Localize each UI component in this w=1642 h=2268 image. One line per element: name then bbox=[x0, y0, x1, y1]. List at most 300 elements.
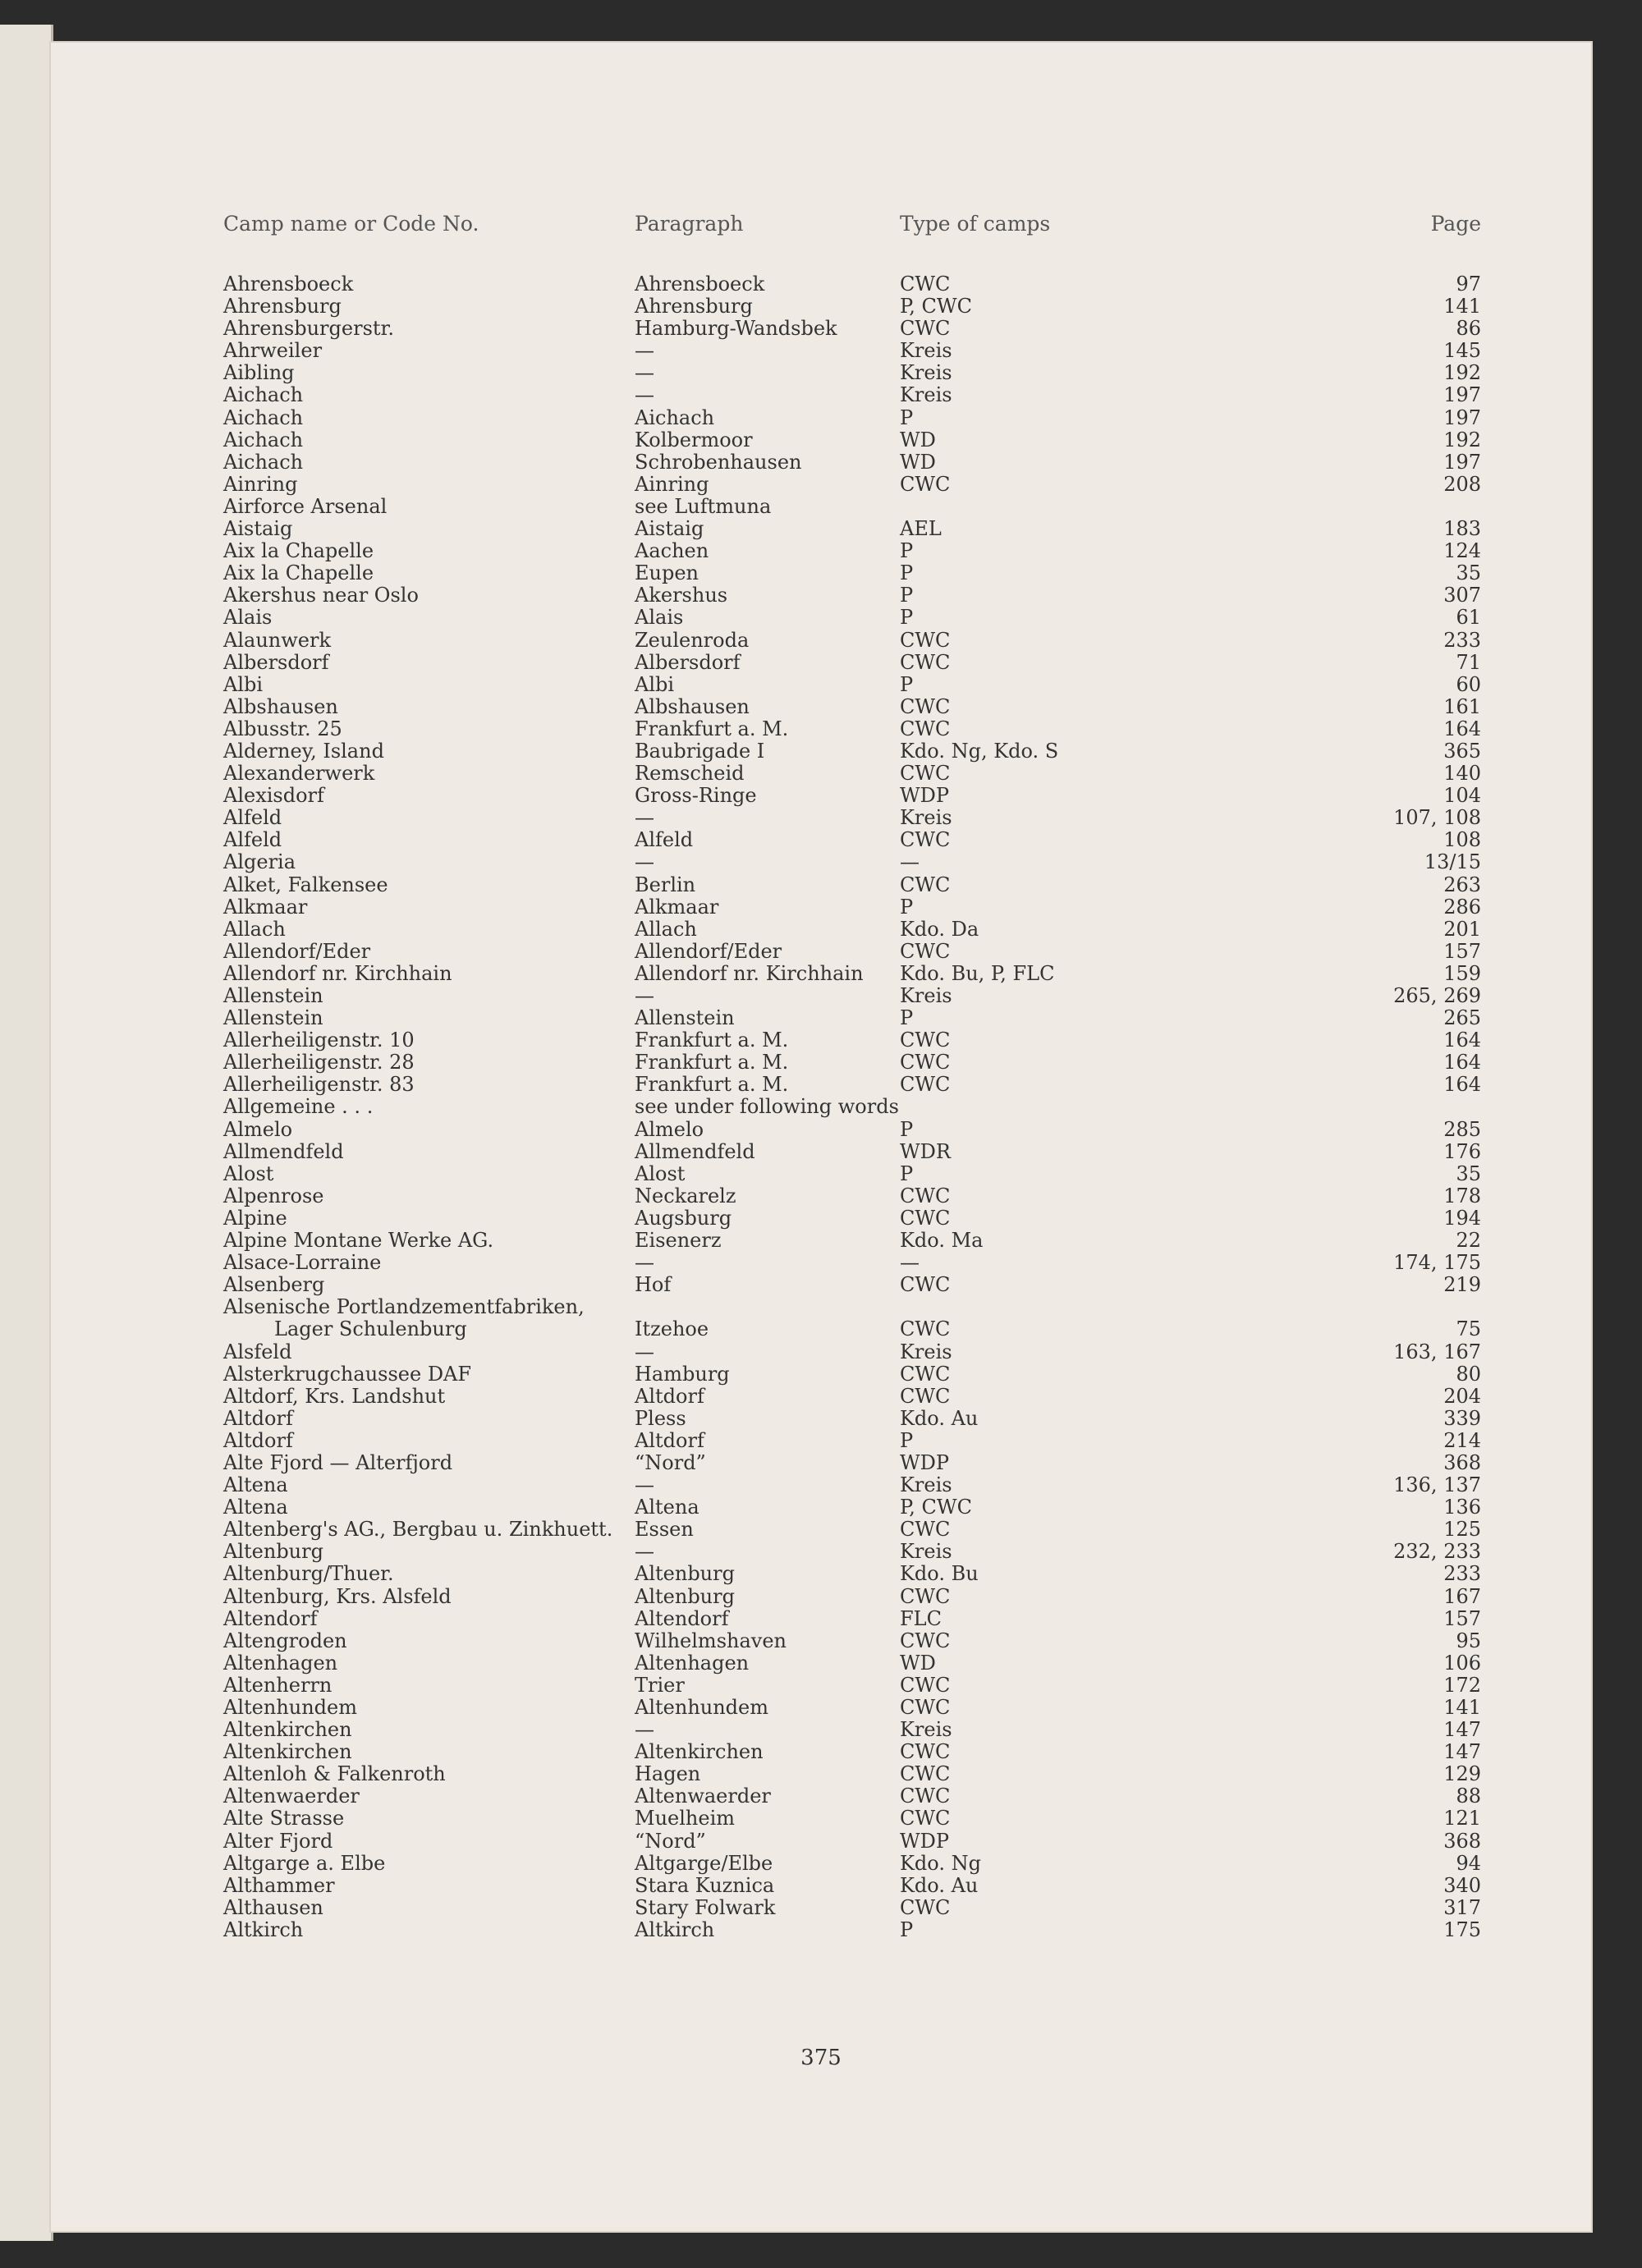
camp-name-cell: Altenhagen bbox=[223, 1651, 338, 1675]
page-number: 375 bbox=[800, 2046, 842, 2070]
camp-name-cell: Allerheiligenstr. 28 bbox=[223, 1051, 415, 1074]
paragraph-cell: Allendorf nr. Kirchhain bbox=[635, 961, 864, 985]
page-cell: 141 bbox=[1443, 295, 1481, 318]
paragraph-cell: Essen bbox=[635, 1518, 694, 1542]
page-cell: 208 bbox=[1443, 472, 1481, 496]
paragraph-cell: Kolbermoor bbox=[635, 428, 753, 451]
table-row bbox=[49, 1519, 1593, 1541]
type-cell: — bbox=[900, 850, 920, 874]
type-cell: CWC bbox=[900, 1029, 951, 1052]
paragraph-cell: Pless bbox=[635, 1406, 686, 1430]
table-row bbox=[49, 318, 1593, 340]
page-cell: 86 bbox=[1456, 317, 1481, 341]
paragraph-cell: Altenwaerder bbox=[635, 1785, 771, 1808]
type-cell: CWC bbox=[900, 1051, 951, 1074]
camp-name-cell: Alket, Falkensee bbox=[223, 873, 388, 896]
page-cell: 22 bbox=[1456, 1229, 1481, 1253]
page-cell: 35 bbox=[1456, 561, 1481, 585]
camp-name-cell: Allenstein bbox=[223, 984, 323, 1007]
table-row bbox=[49, 1830, 1593, 1853]
table-row bbox=[49, 407, 1593, 429]
page-cell: 219 bbox=[1443, 1273, 1481, 1297]
table-row bbox=[49, 1007, 1593, 1029]
type-cell: WDP bbox=[900, 1450, 950, 1474]
type-cell: CWC bbox=[900, 1629, 951, 1652]
page-cell: 121 bbox=[1443, 1807, 1481, 1830]
paragraph-cell: Altdorf bbox=[635, 1384, 704, 1408]
page-cell: 339 bbox=[1443, 1406, 1481, 1430]
type-cell: Kdo. Ma bbox=[900, 1229, 984, 1253]
table-row bbox=[49, 1496, 1593, 1519]
paragraph-cell: Eisenerz bbox=[635, 1229, 722, 1253]
camp-name-cell: Altdorf bbox=[223, 1406, 293, 1430]
table-row bbox=[49, 1785, 1593, 1808]
type-cell: CWC bbox=[900, 273, 951, 296]
camp-name-cell: Ahrweiler bbox=[223, 339, 323, 363]
paragraph-cell: — bbox=[635, 806, 654, 830]
camp-name-cell: Altenburg/Thuer. bbox=[223, 1562, 394, 1586]
table-row bbox=[49, 1141, 1593, 1163]
type-cell: CWC bbox=[900, 1895, 951, 1919]
paragraph-cell: Hagen bbox=[635, 1762, 701, 1786]
paragraph-cell: — bbox=[635, 984, 654, 1007]
header-paragraph: Paragraph bbox=[635, 212, 744, 236]
camp-name-cell: Aichach bbox=[223, 450, 304, 474]
type-cell: CWC bbox=[900, 317, 951, 341]
type-cell: CWC bbox=[900, 873, 951, 896]
type-cell: CWC bbox=[900, 1317, 951, 1341]
camp-name-cell: Altdorf bbox=[223, 1428, 293, 1452]
type-cell: Kreis bbox=[900, 1473, 952, 1497]
camp-name-cell: Altenburg bbox=[223, 1540, 323, 1564]
type-cell: CWC bbox=[900, 1362, 951, 1386]
table-row bbox=[49, 1652, 1593, 1675]
camp-name-cell: Alpenrose bbox=[223, 1184, 324, 1207]
paragraph-cell: — bbox=[635, 361, 654, 385]
camp-name-cell: Altenwaerder bbox=[223, 1785, 360, 1808]
table-row bbox=[49, 630, 1593, 652]
page-cell: 95 bbox=[1456, 1629, 1481, 1652]
paragraph-cell: Altenhundem bbox=[635, 1696, 769, 1719]
paragraph-cell: Almelo bbox=[635, 1117, 704, 1141]
page-cell: 232, 233 bbox=[1393, 1540, 1481, 1564]
table-row bbox=[49, 1719, 1593, 1741]
table-row bbox=[49, 362, 1593, 384]
paragraph-cell: — bbox=[635, 1251, 654, 1275]
page-cell: 167 bbox=[1443, 1584, 1481, 1608]
camp-name-cell: Alsace-Lorraine bbox=[223, 1251, 382, 1275]
table-row bbox=[49, 340, 1593, 362]
type-cell: CWC bbox=[900, 828, 951, 852]
table-row bbox=[49, 1452, 1593, 1474]
table-row bbox=[49, 1029, 1593, 1052]
paragraph-cell: Baubrigade I bbox=[635, 739, 765, 763]
page-cell: 172 bbox=[1443, 1673, 1481, 1697]
table-row bbox=[49, 1318, 1593, 1340]
paragraph-cell: Albshausen bbox=[635, 694, 750, 718]
camp-name-cell: Altenhundem bbox=[223, 1696, 358, 1719]
table-row bbox=[49, 1296, 1593, 1318]
table-row bbox=[49, 674, 1593, 696]
paragraph-cell: — bbox=[635, 383, 654, 407]
camp-name-cell: Allendorf/Eder bbox=[223, 939, 371, 963]
paragraph-cell: Altgarge/Elbe bbox=[635, 1851, 773, 1875]
camp-name-cell: Aix la Chapelle bbox=[223, 539, 374, 563]
page-cell: 286 bbox=[1443, 895, 1481, 919]
paragraph-cell: Altenhagen bbox=[635, 1651, 750, 1675]
paragraph-cell: Alfeld bbox=[635, 828, 694, 852]
type-cell: Kdo. Ng bbox=[900, 1851, 981, 1875]
page-cell: 163, 167 bbox=[1393, 1340, 1481, 1363]
table-row bbox=[49, 1675, 1593, 1697]
paragraph-cell: Aachen bbox=[635, 539, 709, 563]
table-row bbox=[49, 1096, 1593, 1118]
table-row bbox=[49, 1630, 1593, 1652]
table-row bbox=[49, 1763, 1593, 1785]
header-camp-name: Camp name or Code No. bbox=[223, 212, 479, 236]
page-cell: 176 bbox=[1443, 1139, 1481, 1163]
type-cell: WDR bbox=[900, 1139, 951, 1163]
page-cell: 233 bbox=[1443, 1562, 1481, 1586]
table-row bbox=[49, 1808, 1593, 1830]
facing-page-edge bbox=[0, 25, 53, 2241]
type-cell: CWC bbox=[900, 1740, 951, 1764]
paragraph-cell: Wilhelmshaven bbox=[635, 1629, 787, 1652]
page-cell: 145 bbox=[1443, 339, 1481, 363]
page-cell: 157 bbox=[1443, 1606, 1481, 1630]
table-row bbox=[49, 1608, 1593, 1630]
camp-name-cell: Algeria bbox=[223, 850, 296, 874]
camp-name-cell: Altena bbox=[223, 1473, 288, 1497]
page-cell: 192 bbox=[1443, 361, 1481, 385]
camp-name-cell: Albshausen bbox=[223, 694, 338, 718]
page-cell: 136 bbox=[1443, 1496, 1481, 1519]
type-cell: P bbox=[900, 539, 914, 563]
table-row bbox=[49, 296, 1593, 318]
type-cell: CWC bbox=[900, 1762, 951, 1786]
camp-name-cell: Albersdorf bbox=[223, 650, 329, 674]
paragraph-cell: Allmendfeld bbox=[635, 1139, 755, 1163]
page-cell: 88 bbox=[1456, 1785, 1481, 1808]
page-cell: 71 bbox=[1456, 650, 1481, 674]
camp-name-cell: Altena bbox=[223, 1496, 288, 1519]
page-cell: 340 bbox=[1443, 1873, 1481, 1897]
table-row bbox=[49, 562, 1593, 584]
camp-name-cell: Alsfeld bbox=[223, 1340, 292, 1363]
page-cell: 183 bbox=[1443, 517, 1481, 541]
camp-name-cell: Allgemeine . . . bbox=[223, 1095, 374, 1119]
type-cell: P bbox=[900, 1161, 914, 1185]
type-cell: Kdo. Da bbox=[900, 917, 979, 941]
paragraph-cell: Albi bbox=[635, 672, 675, 696]
paragraph-cell: — bbox=[635, 1718, 654, 1742]
paragraph-cell: Ahrensburg bbox=[635, 295, 753, 318]
table-row bbox=[49, 652, 1593, 674]
paragraph-cell: Allendorf/Eder bbox=[635, 939, 782, 963]
paragraph-cell: Hamburg-Wandsbek bbox=[635, 317, 837, 341]
type-cell: CWC bbox=[900, 1184, 951, 1207]
camp-name-cell: Altengroden bbox=[223, 1629, 347, 1652]
paragraph-cell: see Luftmuna bbox=[635, 494, 772, 518]
type-cell: CWC bbox=[900, 650, 951, 674]
camp-name-cell: Altenburg, Krs. Alsfeld bbox=[223, 1584, 452, 1608]
paragraph-cell: Stara Kuznica bbox=[635, 1873, 775, 1897]
table-row bbox=[49, 1741, 1593, 1763]
paragraph-cell: Altenburg bbox=[635, 1562, 735, 1586]
camp-name-cell: Akershus near Oslo bbox=[223, 584, 419, 607]
page-cell: 307 bbox=[1443, 584, 1481, 607]
table-row bbox=[49, 1119, 1593, 1141]
paragraph-cell: Muelheim bbox=[635, 1807, 736, 1830]
type-cell: CWC bbox=[900, 762, 951, 786]
table-row bbox=[49, 1207, 1593, 1230]
camp-name-cell: Althammer bbox=[223, 1873, 335, 1897]
type-cell: P bbox=[900, 895, 914, 919]
page-cell: 61 bbox=[1456, 606, 1481, 630]
page-cell: 214 bbox=[1443, 1428, 1481, 1452]
table-row bbox=[49, 1875, 1593, 1897]
paragraph-cell: Aichach bbox=[635, 405, 715, 429]
paragraph-cell: Remscheid bbox=[635, 762, 745, 786]
camp-name-cell: Albi bbox=[223, 672, 264, 696]
type-cell: P bbox=[900, 561, 914, 585]
page-cell: 157 bbox=[1443, 939, 1481, 963]
camp-name-cell: Ahrensburg bbox=[223, 295, 342, 318]
type-cell: CWC bbox=[900, 1073, 951, 1097]
type-cell: P bbox=[900, 1006, 914, 1030]
table-row bbox=[49, 1408, 1593, 1430]
page-cell: 368 bbox=[1443, 1450, 1481, 1474]
type-cell: P bbox=[900, 1428, 914, 1452]
camp-name-cell: Aichach bbox=[223, 428, 304, 451]
page-cell: 107, 108 bbox=[1393, 806, 1481, 830]
paragraph-cell: Altkirch bbox=[635, 1917, 715, 1941]
camp-name-cell: Alfeld bbox=[223, 828, 282, 852]
camp-name-cell: Allendorf nr. Kirchhain bbox=[223, 961, 452, 985]
type-cell: P bbox=[900, 1117, 914, 1141]
paragraph-cell: Trier bbox=[635, 1673, 685, 1697]
page-cell: 13/15 bbox=[1424, 850, 1481, 874]
camp-name-cell: Allach bbox=[223, 917, 286, 941]
table-row bbox=[49, 874, 1593, 896]
paragraph-cell: — bbox=[635, 850, 654, 874]
table-row bbox=[49, 963, 1593, 985]
paragraph-cell: Neckarelz bbox=[635, 1184, 736, 1207]
camp-name-cell: Alpine bbox=[223, 1206, 287, 1230]
page-cell: 194 bbox=[1443, 1206, 1481, 1230]
type-cell: FLC bbox=[900, 1606, 942, 1630]
page-cell: 368 bbox=[1443, 1829, 1481, 1853]
page-cell: 35 bbox=[1456, 1161, 1481, 1185]
table-row bbox=[49, 919, 1593, 941]
camp-name-cell: Allerheiligenstr. 10 bbox=[223, 1029, 415, 1052]
type-cell: CWC bbox=[900, 939, 951, 963]
paragraph-cell: Altenburg bbox=[635, 1584, 735, 1608]
page-cell: 265, 269 bbox=[1393, 984, 1481, 1007]
camp-name-cell: Alsterkrugchaussee DAF bbox=[223, 1362, 472, 1386]
table-row bbox=[49, 1697, 1593, 1719]
type-cell: WD bbox=[900, 450, 936, 474]
paragraph-cell: Altdorf bbox=[635, 1428, 704, 1452]
page-cell: 124 bbox=[1443, 539, 1481, 563]
type-cell: CWC bbox=[900, 694, 951, 718]
type-cell: P bbox=[900, 606, 914, 630]
table-row bbox=[49, 518, 1593, 540]
type-cell: Kreis bbox=[900, 383, 952, 407]
paragraph-cell: Frankfurt a. M. bbox=[635, 1029, 789, 1052]
camp-name-cell: Alfeld bbox=[223, 806, 282, 830]
table-row bbox=[49, 451, 1593, 474]
page-cell: 164 bbox=[1443, 717, 1481, 740]
table-row bbox=[49, 1586, 1593, 1608]
type-cell: Kreis bbox=[900, 1718, 952, 1742]
page-cell: 125 bbox=[1443, 1518, 1481, 1542]
type-cell: CWC bbox=[900, 1273, 951, 1297]
page-cell: 60 bbox=[1456, 672, 1481, 696]
camp-name-cell: Lager Schulenburg bbox=[274, 1317, 467, 1341]
type-cell: CWC bbox=[900, 1696, 951, 1719]
camp-name-cell: Altenberg's AG., Bergbau u. Zinkhuett. bbox=[223, 1518, 613, 1542]
page-cell: 104 bbox=[1443, 784, 1481, 808]
type-cell: P bbox=[900, 672, 914, 696]
type-cell: CWC bbox=[900, 628, 951, 652]
page-cell: 129 bbox=[1443, 1762, 1481, 1786]
table-row bbox=[49, 1185, 1593, 1207]
camp-name-cell: Allerheiligenstr. 83 bbox=[223, 1073, 415, 1097]
table-row bbox=[49, 807, 1593, 829]
page-cell: 365 bbox=[1443, 739, 1481, 763]
page-cell: 285 bbox=[1443, 1117, 1481, 1141]
table-row bbox=[49, 1853, 1593, 1875]
page-cell: 94 bbox=[1456, 1851, 1481, 1875]
page-cell: 159 bbox=[1443, 961, 1481, 985]
paragraph-cell: Allach bbox=[635, 917, 697, 941]
type-cell: Kreis bbox=[900, 361, 952, 385]
page-cell: 97 bbox=[1456, 273, 1481, 296]
type-cell: WDP bbox=[900, 784, 950, 808]
page-cell: 164 bbox=[1443, 1051, 1481, 1074]
table-row bbox=[49, 1052, 1593, 1074]
paragraph-cell: Hof bbox=[635, 1273, 672, 1297]
table-row bbox=[49, 607, 1593, 629]
index-page bbox=[49, 41, 1593, 2233]
paragraph-cell: Frankfurt a. M. bbox=[635, 717, 789, 740]
table-row bbox=[49, 384, 1593, 406]
type-cell: CWC bbox=[900, 1384, 951, 1408]
page-cell: 147 bbox=[1443, 1718, 1481, 1742]
table-row bbox=[49, 1274, 1593, 1296]
type-cell: CWC bbox=[900, 1518, 951, 1542]
camp-name-cell: Alexanderwerk bbox=[223, 762, 375, 786]
page-cell: 106 bbox=[1443, 1651, 1481, 1675]
camp-name-cell: Altenkirchen bbox=[223, 1718, 352, 1742]
table-row bbox=[49, 785, 1593, 807]
camp-name-cell: Airforce Arsenal bbox=[223, 494, 388, 518]
table-row bbox=[49, 1074, 1593, 1096]
camp-name-cell: Alost bbox=[223, 1161, 274, 1185]
type-cell: Kdo. Ng, Kdo. S bbox=[900, 739, 1059, 763]
table-row bbox=[49, 1252, 1593, 1274]
table-row bbox=[49, 696, 1593, 718]
type-cell: Kreis bbox=[900, 984, 952, 1007]
paragraph-cell: Augsburg bbox=[635, 1206, 732, 1230]
table-row bbox=[49, 740, 1593, 763]
paragraph-cell: Frankfurt a. M. bbox=[635, 1073, 789, 1097]
paragraph-cell: Eupen bbox=[635, 561, 699, 585]
paragraph-cell: — bbox=[635, 339, 654, 363]
camp-name-cell: Alpine Montane Werke AG. bbox=[223, 1229, 494, 1253]
camp-name-cell: Alexisdorf bbox=[223, 784, 324, 808]
camp-name-cell: Ahrensburgerstr. bbox=[223, 317, 394, 341]
page-cell: 265 bbox=[1443, 1006, 1481, 1030]
table-row bbox=[49, 941, 1593, 963]
page-cell: 197 bbox=[1443, 383, 1481, 407]
type-cell: Kdo. Bu, P, FLC bbox=[900, 961, 1055, 985]
camp-name-cell: Ainring bbox=[223, 472, 298, 496]
table-row bbox=[49, 540, 1593, 562]
page-cell: 174, 175 bbox=[1393, 1251, 1481, 1275]
type-cell: WD bbox=[900, 1651, 936, 1675]
table-row bbox=[49, 496, 1593, 518]
paragraph-cell: Zeulenroda bbox=[635, 628, 750, 652]
camp-name-cell: Alaunwerk bbox=[223, 628, 331, 652]
camp-name-cell: Alderney, Island bbox=[223, 739, 384, 763]
type-cell: WDP bbox=[900, 1829, 950, 1853]
type-cell: P bbox=[900, 584, 914, 607]
camp-name-cell: Altdorf, Krs. Landshut bbox=[223, 1384, 446, 1408]
table-row bbox=[49, 1897, 1593, 1919]
page-cell: 108 bbox=[1443, 828, 1481, 852]
type-cell: Kreis bbox=[900, 806, 952, 830]
page-cell: 141 bbox=[1443, 1696, 1481, 1719]
camp-name-cell: Almelo bbox=[223, 1117, 293, 1141]
page-cell: 75 bbox=[1456, 1317, 1481, 1341]
type-cell: WD bbox=[900, 428, 936, 451]
camp-name-cell: Alsenberg bbox=[223, 1273, 325, 1297]
paragraph-cell: Altena bbox=[635, 1496, 699, 1519]
paragraph-cell: “Nord” bbox=[635, 1450, 706, 1474]
table-row bbox=[49, 851, 1593, 873]
paragraph-cell: Altendorf bbox=[635, 1606, 729, 1630]
table-row bbox=[49, 1363, 1593, 1386]
table-row bbox=[49, 584, 1593, 607]
type-cell: Kdo. Bu bbox=[900, 1562, 979, 1586]
page-cell: 136, 137 bbox=[1393, 1473, 1481, 1497]
camp-name-cell: Aistaig bbox=[223, 517, 293, 541]
camp-name-cell: Aichach bbox=[223, 383, 304, 407]
page-cell: 317 bbox=[1443, 1895, 1481, 1919]
paragraph-cell: — bbox=[635, 1473, 654, 1497]
type-cell: P bbox=[900, 405, 914, 429]
table-row bbox=[49, 1430, 1593, 1452]
camp-name-cell: Alte Strasse bbox=[223, 1807, 345, 1830]
camp-name-cell: Aibling bbox=[223, 361, 295, 385]
paragraph-cell: Schrobenhausen bbox=[635, 450, 802, 474]
type-cell: Kreis bbox=[900, 1340, 952, 1363]
table-row bbox=[49, 1563, 1593, 1585]
paragraph-cell: Altenkirchen bbox=[635, 1740, 764, 1764]
paragraph-cell: Itzehoe bbox=[635, 1317, 709, 1341]
paragraph-cell: Albersdorf bbox=[635, 650, 741, 674]
type-cell: CWC bbox=[900, 1673, 951, 1697]
camp-name-cell: Alkmaar bbox=[223, 895, 308, 919]
camp-name-cell: Alte Fjord — Alterfjord bbox=[223, 1450, 453, 1474]
page-cell: 164 bbox=[1443, 1073, 1481, 1097]
camp-name-cell: Altenkirchen bbox=[223, 1740, 352, 1764]
table-row bbox=[49, 1341, 1593, 1363]
paragraph-cell: see under following words bbox=[635, 1095, 899, 1119]
type-cell: CWC bbox=[900, 1807, 951, 1830]
